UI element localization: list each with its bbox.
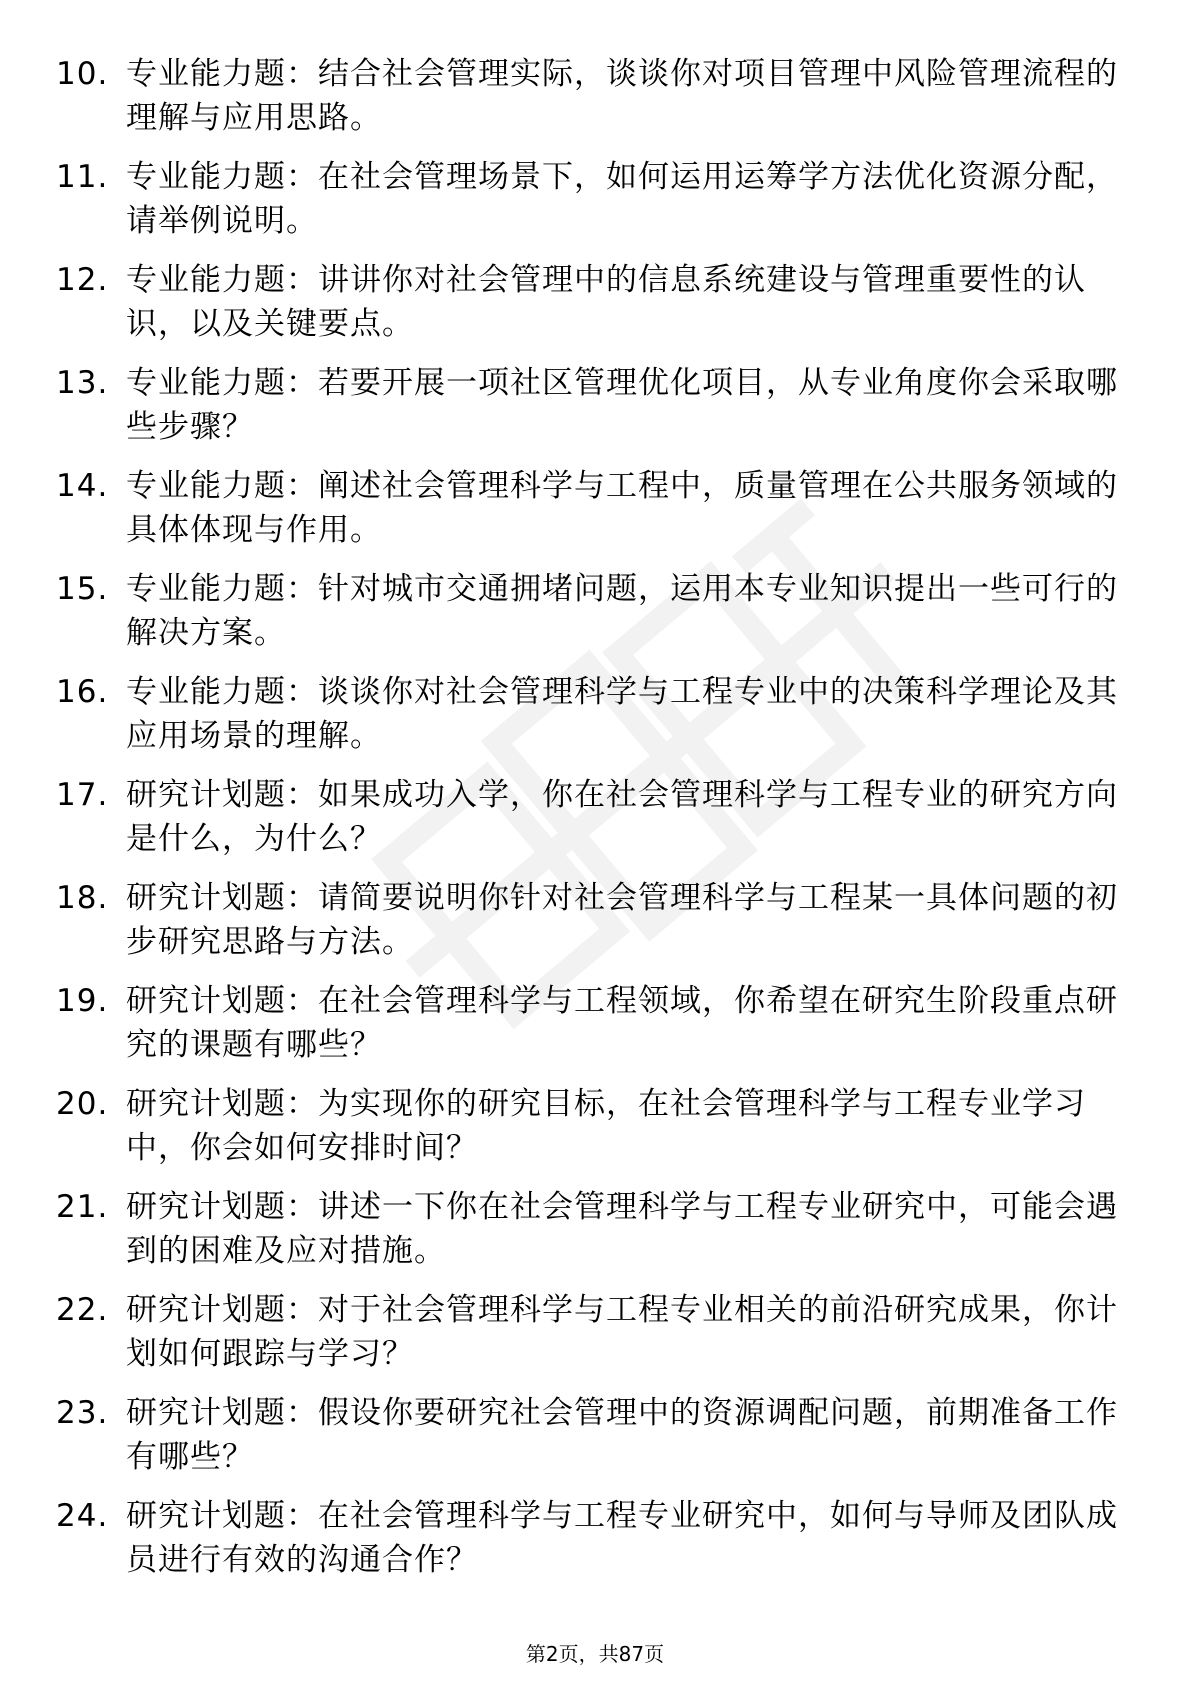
question-item	[56, 567, 1136, 670]
question-number: 15.	[56, 571, 109, 607]
question-text: 研究计划题：请简要说明你针对社会管理科学与工程某一具体问题的初步研究思路与方法。	[126, 880, 1118, 960]
question-item	[56, 876, 1136, 979]
question-text: 研究计划题：在社会管理科学与工程专业研究中，如何与导师及团队成员进行有效的沟通合作？	[126, 1498, 1118, 1578]
question-item	[56, 1494, 1136, 1597]
question-text: 专业能力题：结合社会管理实际，谈谈你对项目管理中风险管理流程的理解与应用思路。	[126, 56, 1118, 136]
question-number: 17.	[56, 777, 109, 813]
question-text: 专业能力题：谈谈你对社会管理科学与工程专业中的决策科学理论及其应用场景的理解。	[126, 674, 1118, 754]
question-text: 研究计划题：如果成功入学，你在社会管理科学与工程专业的研究方向是什么，为什么？	[126, 777, 1118, 857]
question-text: 专业能力题：针对城市交通拥堵问题，运用本专业知识提出一些可行的解决方案。	[126, 571, 1118, 651]
question-item	[56, 1185, 1136, 1288]
question-text: 研究计划题：假设你要研究社会管理中的资源调配问题，前期准备工作有哪些？	[126, 1395, 1118, 1475]
question-number: 20.	[56, 1086, 109, 1122]
question-text: 专业能力题：阐述社会管理科学与工程中，质量管理在公共服务领域的具体体现与作用。	[126, 468, 1118, 548]
question-number: 14.	[56, 468, 109, 504]
question-text: 专业能力题：在社会管理场景下，如何运用运筹学方法优化资源分配，请举例说明。	[126, 159, 1118, 239]
question-number: 22.	[56, 1292, 109, 1328]
question-text: 研究计划题：讲述一下你在社会管理科学与工程专业研究中，可能会遇到的困难及应对措施。	[126, 1189, 1118, 1269]
question-text: 研究计划题：在社会管理科学与工程领域，你希望在研究生阶段重点研究的课题有哪些？	[126, 983, 1118, 1063]
question-text: 研究计划题：对于社会管理科学与工程专业相关的前沿研究成果，你计划如何跟踪与学习？	[126, 1292, 1118, 1372]
question-item	[56, 1288, 1136, 1391]
question-list	[56, 52, 1136, 1597]
question-number: 13.	[56, 365, 109, 401]
question-text: 专业能力题：若要开展一项社区管理优化项目，从专业角度你会采取哪些步骤？	[126, 365, 1118, 445]
question-number: 10.	[56, 56, 109, 92]
question-item	[56, 1391, 1136, 1494]
question-number: 19.	[56, 983, 109, 1019]
question-item	[56, 361, 1136, 464]
question-text: 研究计划题：为实现你的研究目标，在社会管理科学与工程专业学习中，你会如何安排时间？	[126, 1086, 1086, 1166]
question-item	[56, 1082, 1136, 1185]
question-number: 18.	[56, 880, 109, 916]
question-text: 专业能力题：讲讲你对社会管理中的信息系统建设与管理重要性的认识，以及关键要点。	[126, 262, 1086, 342]
question-item	[56, 464, 1136, 567]
question-item	[56, 52, 1136, 155]
question-number: 11.	[56, 159, 109, 195]
question-item	[56, 773, 1136, 876]
question-item	[56, 155, 1136, 258]
question-item	[56, 979, 1136, 1082]
question-item	[56, 670, 1136, 773]
question-number: 21.	[56, 1189, 109, 1225]
page-footer: 第2页，共87页	[525, 1642, 665, 1666]
question-number: 23.	[56, 1395, 109, 1431]
question-number: 24.	[56, 1498, 109, 1534]
question-number: 16.	[56, 674, 109, 710]
question-item	[56, 258, 1136, 361]
question-number: 12.	[56, 262, 109, 298]
